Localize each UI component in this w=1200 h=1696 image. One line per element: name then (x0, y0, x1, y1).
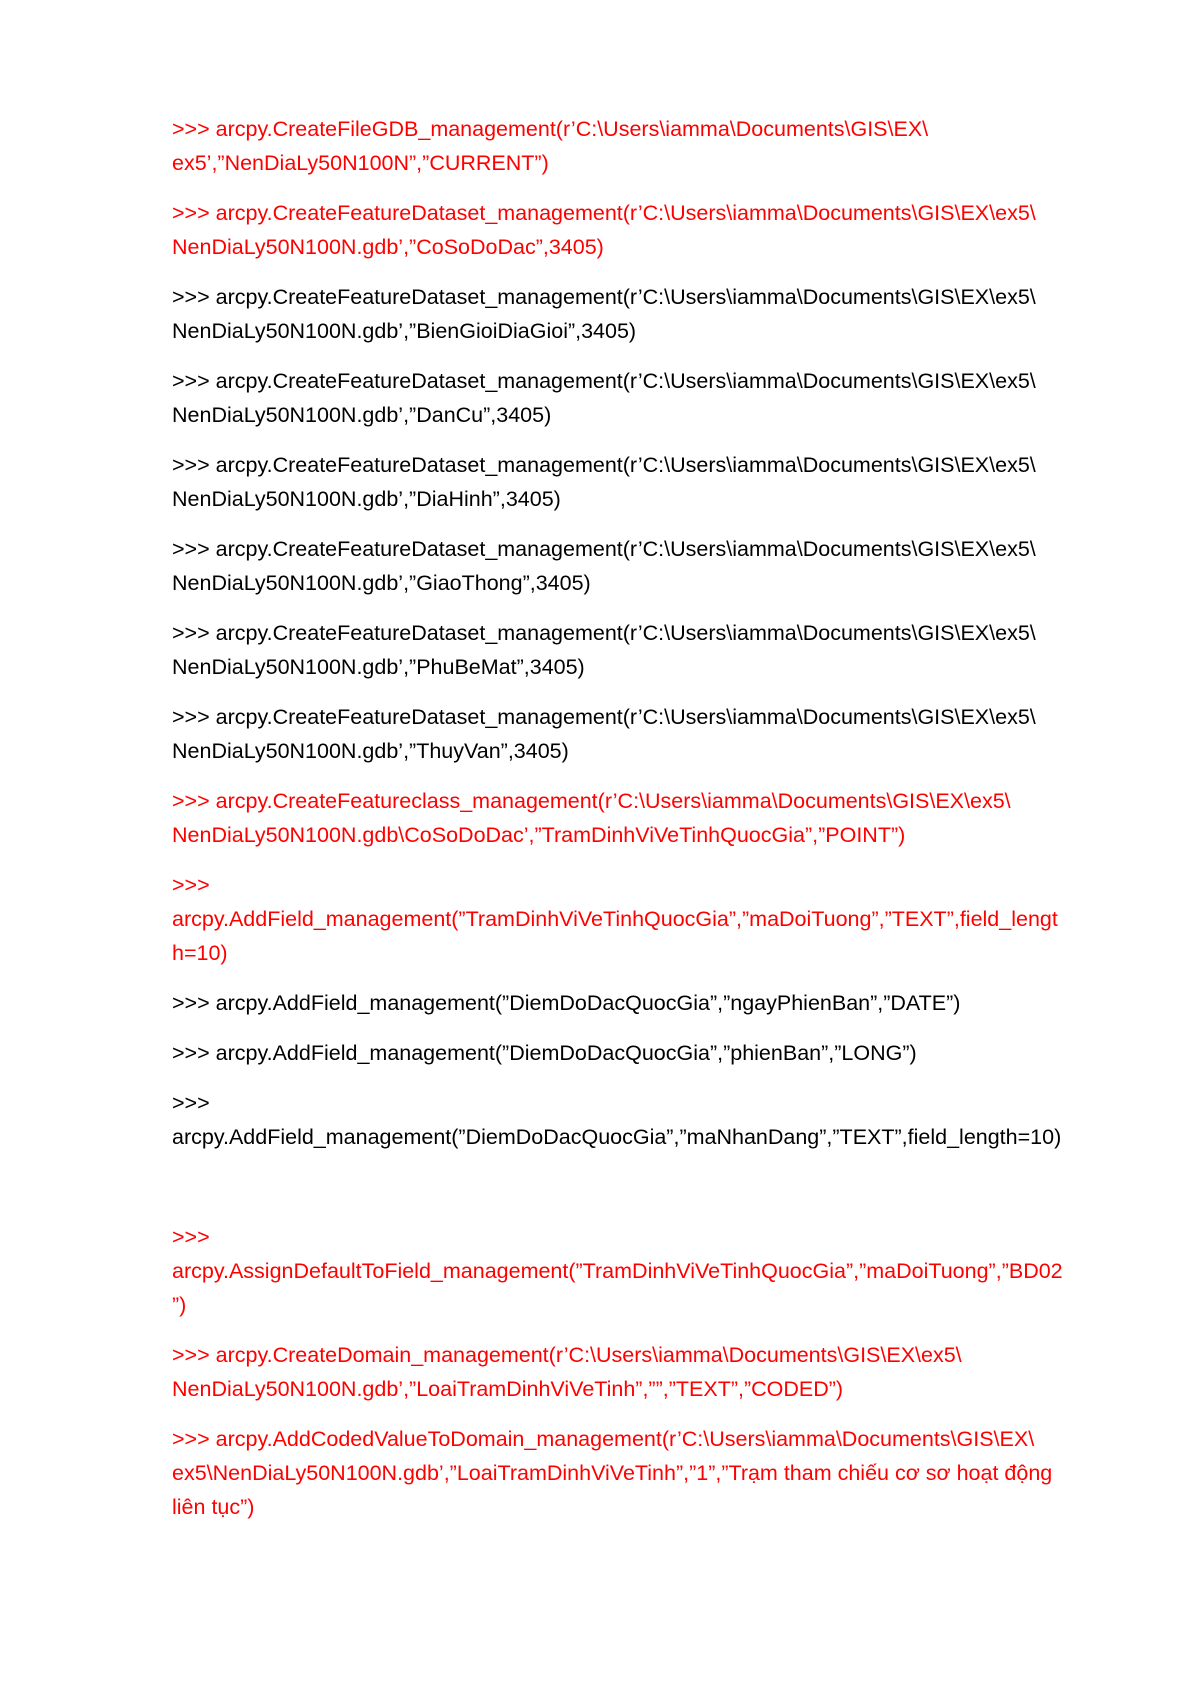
code-line: >>> arcpy.CreateFeatureDataset_management(r’C:\Users\iamma\Documents\GIS\EX\ex5\ (172, 537, 1036, 561)
code-line: >>> arcpy.CreateFeatureDataset_management(r’C:\Users\iamma\Documents\GIS\EX\ex5\ (172, 369, 1036, 393)
code-paragraph-8 (172, 700, 1100, 768)
code-line: >>> arcpy.AddCodedValueToDomain_management(r’C:\Users\iamma\Documents\GIS\EX\ (172, 1427, 1035, 1451)
code-paragraph-15 (172, 1338, 1100, 1406)
code-paragraph-13 (172, 1086, 1100, 1154)
code-line: NenDiaLy50N100N.gdb’,”LoaiTramDinhViVeTinh”,””,”TEXT”,”CODED”) (172, 1377, 844, 1401)
code-paragraph-1 (172, 112, 1100, 180)
code-line: >>> (172, 1225, 210, 1249)
code-paragraph-16 (172, 1422, 1100, 1524)
code-paragraph-7 (172, 616, 1100, 684)
code-line: h=10) (172, 941, 228, 965)
code-line: liên tục”) (172, 1495, 255, 1519)
code-line: >>> arcpy.AddField_management(”DiemDoDacQuocGia”,”ngayPhienBan”,”DATE”) (172, 991, 961, 1015)
code-line: NenDiaLy50N100N.gdb’,”DiaHinh”,3405) (172, 487, 561, 511)
code-paragraph-2 (172, 196, 1100, 264)
code-line: >>> arcpy.CreateFeatureDataset_management(r’C:\Users\iamma\Documents\GIS\EX\ex5\ (172, 705, 1036, 729)
code-line: >>> (172, 1091, 210, 1115)
code-paragraph-12 (172, 1036, 1100, 1070)
code-line: NenDiaLy50N100N.gdb’,”BienGioiDiaGioi”,3405) (172, 319, 637, 343)
code-paragraph-14 (172, 1220, 1100, 1322)
code-paragraph-4 (172, 364, 1100, 432)
code-line: >>> arcpy.CreateDomain_management(r’C:\Users\iamma\Documents\GIS\EX\ex5\ (172, 1343, 962, 1367)
code-paragraph-5 (172, 448, 1100, 516)
code-line: >>> arcpy.AddField_management(”DiemDoDacQuocGia”,”phienBan”,”LONG”) (172, 1041, 917, 1065)
code-line: >>> arcpy.CreateFeatureDataset_management(r’C:\Users\iamma\Documents\GIS\EX\ex5\ (172, 621, 1036, 645)
code-paragraph-3 (172, 280, 1100, 348)
code-line: NenDiaLy50N100N.gdb’,”GiaoThong”,3405) (172, 571, 591, 595)
code-line: >>> arcpy.CreateFeatureDataset_management(r’C:\Users\iamma\Documents\GIS\EX\ex5\ (172, 285, 1036, 309)
document-body (172, 112, 1100, 1540)
code-line: NenDiaLy50N100N.gdb’,”ThuyVan”,3405) (172, 739, 569, 763)
code-line: ”) (172, 1293, 187, 1317)
code-line: ex5\NenDiaLy50N100N.gdb’,”LoaiTramDinhViVeTinh”,”1”,”Trạm tham chiếu cơ sơ hoạt động (172, 1461, 1053, 1485)
code-line: arcpy.AssignDefaultToField_management(”TramDinhViVeTinhQuocGia”,”maDoiTuong”,”BD02 (172, 1259, 1063, 1283)
code-line: >>> arcpy.CreateFileGDB_management(r’C:\Users\iamma\Documents\GIS\EX\ (172, 117, 929, 141)
code-line: >>> arcpy.CreateFeatureDataset_management(r’C:\Users\iamma\Documents\GIS\EX\ex5\ (172, 201, 1036, 225)
blank-spacer (172, 1170, 1100, 1220)
code-paragraph-10 (172, 868, 1100, 970)
code-line: >>> arcpy.CreateFeatureDataset_management(r’C:\Users\iamma\Documents\GIS\EX\ex5\ (172, 453, 1036, 477)
code-line: >>> arcpy.CreateFeatureclass_management(r’C:\Users\iamma\Documents\GIS\EX\ex5\ (172, 789, 1011, 813)
code-line: arcpy.AddField_management(”DiemDoDacQuocGia”,”maNhanDang”,”TEXT”,field_length=10) (172, 1125, 1062, 1149)
code-line: NenDiaLy50N100N.gdb’,”PhuBeMat”,3405) (172, 655, 585, 679)
code-line: NenDiaLy50N100N.gdb\CoSoDoDac’,”TramDinhViVeTinhQuocGia”,”POINT”) (172, 823, 906, 847)
code-paragraph-9 (172, 784, 1100, 852)
code-line: arcpy.AddField_management(”TramDinhViVeTinhQuocGia”,”maDoiTuong”,”TEXT”,field_lengt (172, 907, 1058, 931)
code-paragraph-6 (172, 532, 1100, 600)
code-line: NenDiaLy50N100N.gdb’,”CoSoDoDac”,3405) (172, 235, 604, 259)
code-line: ex5’,”NenDiaLy50N100N”,”CURRENT”) (172, 151, 549, 175)
code-line: >>> (172, 873, 210, 897)
code-paragraph-11 (172, 986, 1100, 1020)
code-line: NenDiaLy50N100N.gdb’,”DanCu”,3405) (172, 403, 552, 427)
